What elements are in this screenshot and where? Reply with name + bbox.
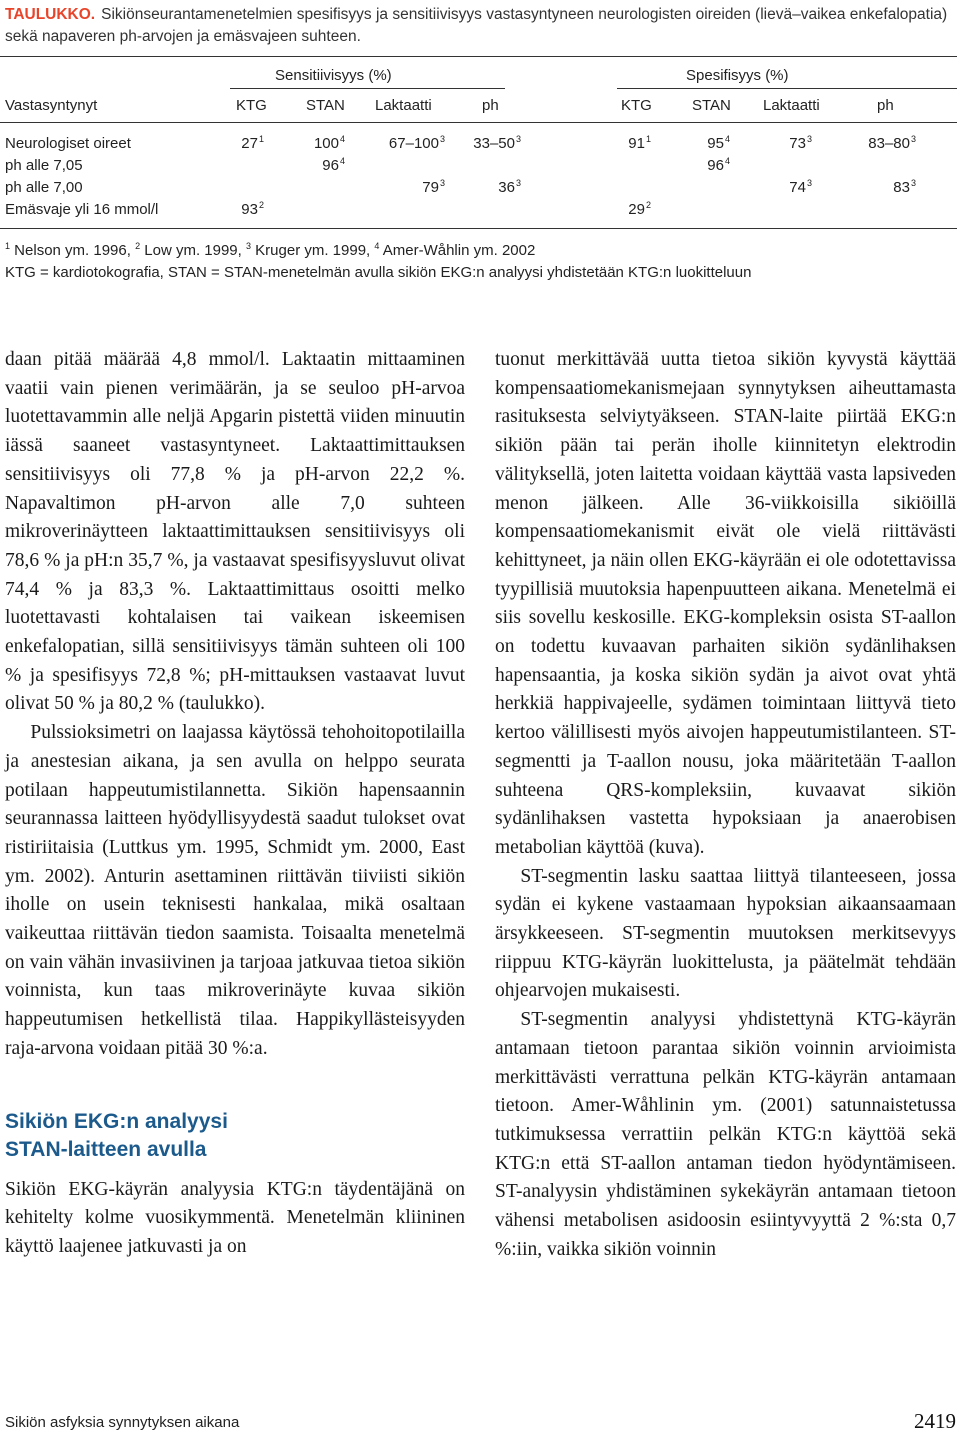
left-paragraph-1: daan pitää määrää 4,8 mmol/l. Laktaatin mittaaminen vaatii vain pienen verimäärän, ja se seuloo pH-arvoa luotettavammin alle neljä Apgarin pistettä viiden minuutin iässä saaneet vastasyntyneet. Laktaattimittauksen sensitiivisyys oli 77,8 % ja pH-arvon 22,2 %. Napavaltimon pH-arvon alle 7,0 suhteen mikroverinäytteen laktaattimittauksen sensitiivisyys oli 78,6 % ja pH:n 35,7 %, ja vastaavat spesifisyysluvut olivat 74,4 % ja 83,3 %. Laktaattimittaus osoitti melko luotettavasti kohtalaisen tai vaikean iskeemisen enkefalopatian, sillä sensitiivisyys tämän suhteen oli 100 % ja spesifisyys 72,8 %; pH-mittauksen vastaavat luvut olivat 50 % ja 80,2 % (taulukko). bbox=[5, 349, 465, 715]
col-header-ph-spec: ph bbox=[877, 97, 894, 114]
caption-text: Sikiönseurantamenetelmien spesifisyys ja sensitiivisyys vastasyntyneen neurologisten oireiden (lievä–vaikea enkefalopatia) sekä napaveren ph-arvojen ja emäsvajeen suhteen. bbox=[5, 6, 948, 45]
table-cell: $95^4$ bbox=[707, 134, 730, 152]
left-column bbox=[5, 346, 465, 1262]
table-cell: $79^3$ bbox=[422, 178, 445, 196]
table-cell: $100^4$ bbox=[313, 134, 345, 152]
right-paragraph-3: ST-segmentin analyysi yhdistettynä KTG-käyrän antamaan tietoon parantaa sikiön voinnin arvioimista merkittävästi verrattuna pelkän KTG-käyrän antamaan tietoon. Amer-Wåhlinin ym. (2001) satunnaistetussa tutkimuksessa verrattiin pelkän KTG:n käyttöä sekä KTG:n että ST-aallon antaman tiedon hyödyntämiseen. ST-analyysin yhdistäminen sykekäyrän antamaan tietoon vähensi metabolisen asidoosin esiintyvyyttä 2 %:sta 0,7 %:iin, vaikka sikiön voinnin bbox=[495, 1009, 956, 1260]
table-cell: $36^3$ bbox=[498, 178, 521, 196]
left-paragraph-2: Pulssioksimetri on laajassa käytössä tehohoitopotilailla ja anestesian aikana, ja sen avulla on helppo seurata potilaan happeutumistilannetta. Sikiön hapensaannin seurannassa laitteen hyödyllisyydestä saadut tulokset ovat ristiriitaisia (Luttkus ym. 1995, Schmidt ym. 2000, East ym. 2002). Anturin asettaminen riittävän tiiviisti sikiön iholle on usein teknisesti hankalaa, mikä osaltaan vaikeuttaa riittävän tiedon saamista. Toisaalta menetelmä on vain vähän invasiivinen ja tarjoaa jatkuvaa tietoa sikiön voinnista, kun taas mikroverinäyte kuvaa sikiön happeutumisen hetkellistä tilaa. Happikyllästeisyyden raja-arvona voidaan pitää 30 %:a. bbox=[5, 722, 465, 1059]
section-heading-line-2: STAN-laitteen avulla bbox=[5, 1137, 207, 1161]
row-label: Emäsvaje yli 16 mmol/l bbox=[5, 201, 159, 218]
header-sensitivity: Sensitiivisyys (%) bbox=[275, 67, 392, 84]
section-heading-line-1: Sikiön EKG:n analyysi bbox=[5, 1109, 228, 1133]
col-header-ktg-sens: KTG bbox=[236, 97, 267, 114]
reference-number: 4 bbox=[374, 241, 380, 251]
header-specificity: Spesifisyys (%) bbox=[686, 67, 789, 84]
left-paragraph-3: Sikiön EKG-käyrän analyysia KTG:n täydentäjänä on kehitelty kolme vuosikymmentä. Menetelmän kliininen käyttö laajenee jatkuvasti ja on bbox=[5, 1178, 465, 1257]
reference-text: Low ym. 1999, bbox=[140, 242, 246, 259]
table-top-rule bbox=[0, 56, 957, 57]
table-cell: $73^3$ bbox=[789, 134, 812, 152]
page-number: 2419 bbox=[914, 1409, 956, 1433]
reference-line bbox=[5, 240, 751, 262]
table-cell: $96^4$ bbox=[322, 156, 345, 174]
table-cell: $96^4$ bbox=[707, 156, 730, 174]
running-footer: Sikiön asfyksia synnytyksen aikana bbox=[5, 1414, 240, 1431]
col-header-ph-sens: ph bbox=[482, 97, 499, 114]
right-column bbox=[495, 346, 956, 1265]
right-paragraph-1: tuonut merkittävää uutta tietoa sikiön kyvystä käyttää kompensaatiomekanismejaan synnytyksen aiheuttamasta rasituksesta selviytyäkseen. STAN-laite piirtää EKG:n sikiön pään tai perän iholle kiinnitetyn elektrodin välityksellä, joten laitetta voidaan käyttää vasta lapsiveden menon jälkeen. Alle 36-viikkoisilla sikiöillä kompensaatiomekanismit eivät ole vielä riittävästi kehittyneet, ja näin ollen EKG-käyrään ei ole odotettavissa tyypillisiä muutoksia hapenpuutteen aikana. Menetelmä ei siis sovellu keskosille. EKG-kompleksin osista ST-aallon on todettu kuvaavan parhaiten sikiön sydänlihaksen hapensaantia, ja koska sikiön sydän ja aivot ovat yhtä herkkiä happivajeelle, sydämen toimintaan liittyvä tieto kertoo välillisesti myös aivojen happeutumistilanteen. ST-segmentti ja T-aallon nousu, joka määritetään T-aallon suhteena QRS-kompleksiin, kuvaavat sikiön sydänlihaksen vastetta hypoksiaan ja anaerobisen metabolian käyttöä (kuva). bbox=[495, 349, 956, 858]
col-header-ktg-spec: KTG bbox=[621, 97, 652, 114]
reference-text: Amer-Wåhlin ym. 2002 bbox=[379, 242, 536, 259]
table-bottom-rule bbox=[0, 228, 957, 229]
table-header-rule bbox=[0, 122, 957, 123]
caption-label: TAULUKKO. bbox=[5, 6, 96, 23]
abbreviation-line: KTG = kardiotokografia, STAN = STAN-menetelmän avulla sikiön EKG:n analyysi yhdistetään KTG:n luokitteluun bbox=[5, 264, 752, 281]
col-header-lactate-sens: Laktaatti bbox=[375, 97, 432, 114]
row-label: ph alle 7,00 bbox=[5, 179, 83, 196]
row-label: Neurologiset oireet bbox=[5, 135, 131, 152]
section-heading bbox=[5, 1108, 465, 1164]
right-paragraph-2: ST-segmentin lasku saattaa liittyä tilanteeseen, jossa sydän ei kykene vastaamaan hypoksian aikaansaamaan ärsykkeeseen. ST-segmentin muutoksen merkitsevyys riippuu KTG-käyrän luokittelusta, ja päätelmät tehdään ohjearvojen mukaisesti. bbox=[495, 865, 956, 1002]
table-cell: $83-80^3$ bbox=[868, 134, 916, 152]
table-cell: $29^2$ bbox=[628, 200, 651, 218]
table-cell: $67-100^3$ bbox=[388, 134, 445, 152]
reference-number: 1 bbox=[5, 241, 11, 251]
reference-number: 2 bbox=[135, 241, 141, 251]
reference-number: 3 bbox=[245, 241, 251, 251]
table-cell: $93^2$ bbox=[241, 200, 264, 218]
table-cell: $91^1$ bbox=[628, 134, 651, 152]
col-header-stan-sens: STAN bbox=[306, 97, 345, 114]
table-cell: $83^3$ bbox=[893, 178, 916, 196]
reference-text: Kruger ym. 1999, bbox=[251, 242, 375, 259]
table-caption bbox=[5, 4, 955, 48]
row-label: ph alle 7,05 bbox=[5, 157, 83, 174]
col-header-lactate-spec: Laktaatti bbox=[763, 97, 820, 114]
table-cell: $74^3$ bbox=[789, 178, 812, 196]
col-header-newborn: Vastasyntynyt bbox=[5, 97, 98, 114]
reference-text: Nelson ym. 1996, bbox=[10, 242, 136, 259]
table-cell: $27^1$ bbox=[241, 134, 264, 152]
table-notes bbox=[5, 240, 751, 284]
col-header-stan-spec: STAN bbox=[692, 97, 731, 114]
specificity-group-rule bbox=[617, 88, 957, 89]
sensitivity-group-rule bbox=[230, 88, 505, 89]
table-cell: $33-50^3$ bbox=[473, 134, 521, 152]
